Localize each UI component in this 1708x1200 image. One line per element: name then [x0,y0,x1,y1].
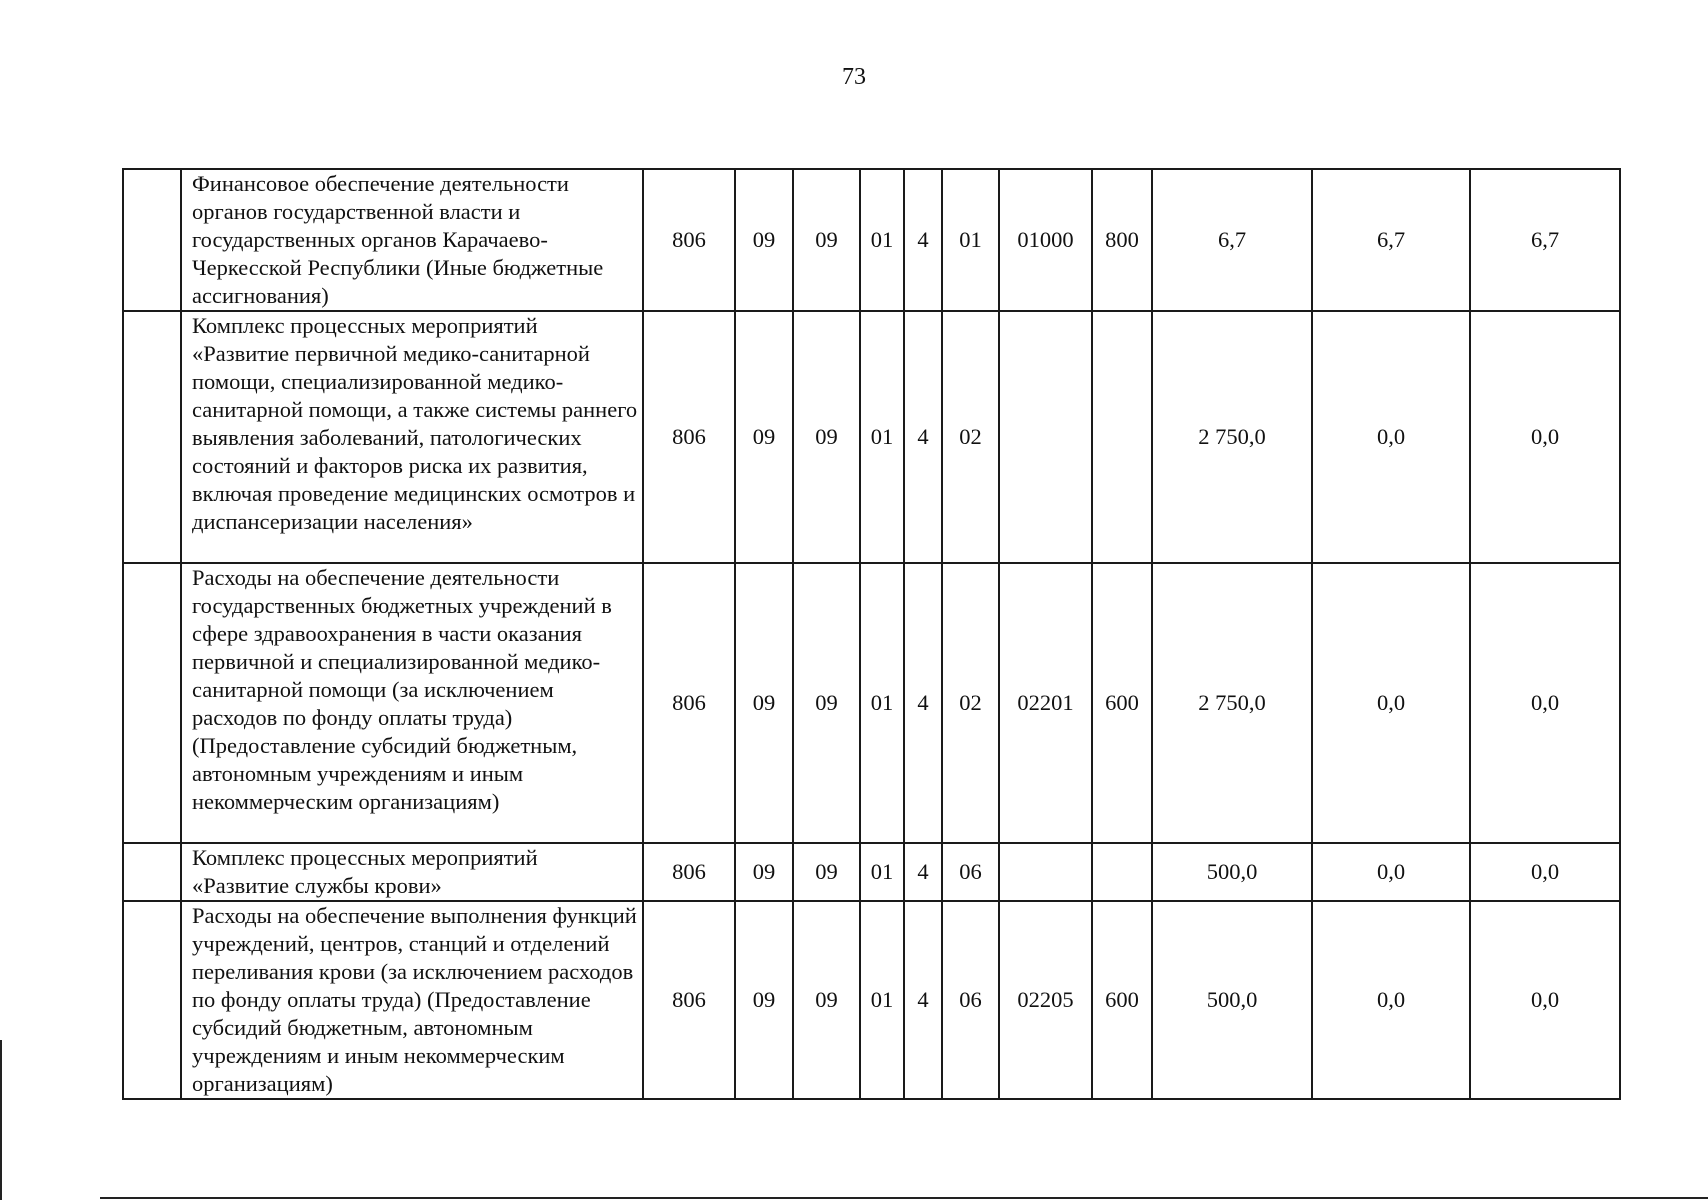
amount-cell: 0,0 [1470,901,1620,1099]
code-cell: 09 [793,169,860,311]
amount-cell: 500,0 [1152,843,1312,901]
code-cell: 806 [643,169,735,311]
description-cell: Финансовое обеспечение деятельности органов государственной власти и государственных органов Карачаево-Черкесской Республики (Иные бюджетные ассигнования) [181,169,643,311]
amount-cell: 0,0 [1470,843,1620,901]
code-cell: 02201 [999,563,1092,843]
code-cell: 09 [735,311,793,563]
amount-cell: 500,0 [1152,901,1312,1099]
amount-cell: 0,0 [1312,311,1470,563]
table-row [123,901,1620,1099]
code-cell: 02205 [999,901,1092,1099]
code-cell: 06 [942,843,999,901]
code-cell: 09 [793,843,860,901]
row-index-cell [123,169,181,311]
code-cell: 06 [942,901,999,1099]
code-cell: 01 [860,901,904,1099]
code-cell: 600 [1092,901,1152,1099]
description-cell: Расходы на обеспечение выполнения функций учреждений, центров, станций и отделений переливания крови (за исключением расходов по фонду оплаты труда) (Предоставление субсидий бюджетным, автономным учреждениям и иным некоммерческим организациям) [181,901,643,1099]
code-cell: 02 [942,563,999,843]
code-cell: 806 [643,311,735,563]
amount-cell: 0,0 [1470,563,1620,843]
code-cell: 09 [793,901,860,1099]
table-row [123,563,1620,843]
code-cell: 09 [793,311,860,563]
table-row [123,843,1620,901]
code-cell: 02 [942,311,999,563]
amount-cell: 2 750,0 [1152,563,1312,843]
code-cell [1092,311,1152,563]
code-cell: 806 [643,843,735,901]
amount-cell: 0,0 [1470,311,1620,563]
code-cell: 09 [735,563,793,843]
code-cell: 01 [860,563,904,843]
budget-table [122,168,1621,1100]
code-cell: 600 [1092,563,1152,843]
table-row [123,169,1620,311]
code-cell: 09 [735,843,793,901]
scan-edge-line [0,1040,2,1200]
amount-cell: 6,7 [1152,169,1312,311]
amount-cell: 6,7 [1470,169,1620,311]
code-cell: 01 [860,843,904,901]
code-cell: 806 [643,901,735,1099]
code-cell: 806 [643,563,735,843]
amount-cell: 0,0 [1312,843,1470,901]
description-cell: Комплекс процессных мероприятий «Развитие первичной медико-санитарной помощи, специализированной медико-санитарной помощи, а также системы раннего выявления заболеваний, патологических состояний и факторов риска их развития, включая проведение медицинских осмотров и диспансеризации населения» [181,311,643,563]
page-number: 73 [842,64,866,90]
description-cell: Расходы на обеспечение деятельности государственных бюджетных учреждений в сфере здравоохранения в части оказания первичной и специализированной медико-санитарной помощи (за исключением расходов по фонду оплаты труда) (Предоставление субсидий бюджетным, автономным учреждениям и иным некоммерческим организациям) [181,563,643,843]
code-cell: 09 [793,563,860,843]
amount-cell: 0,0 [1312,563,1470,843]
code-cell: 01 [860,169,904,311]
code-cell: 800 [1092,169,1152,311]
code-cell: 09 [735,901,793,1099]
code-cell: 4 [904,169,942,311]
code-cell: 09 [735,169,793,311]
row-index-cell [123,563,181,843]
row-index-cell [123,311,181,563]
code-cell [999,843,1092,901]
amount-cell: 0,0 [1312,901,1470,1099]
code-cell: 4 [904,901,942,1099]
code-cell: 01 [860,311,904,563]
code-cell: 4 [904,843,942,901]
amount-cell: 6,7 [1312,169,1470,311]
amount-cell: 2 750,0 [1152,311,1312,563]
scan-bottom-line [100,1197,1708,1199]
code-cell [1092,843,1152,901]
code-cell: 01 [942,169,999,311]
code-cell: 4 [904,563,942,843]
table-row [123,311,1620,563]
row-index-cell [123,843,181,901]
table-body [123,169,1620,1099]
code-cell: 4 [904,311,942,563]
description-cell: Комплекс процессных мероприятий «Развитие службы крови» [181,843,643,901]
code-cell [999,311,1092,563]
code-cell: 01000 [999,169,1092,311]
row-index-cell [123,901,181,1099]
